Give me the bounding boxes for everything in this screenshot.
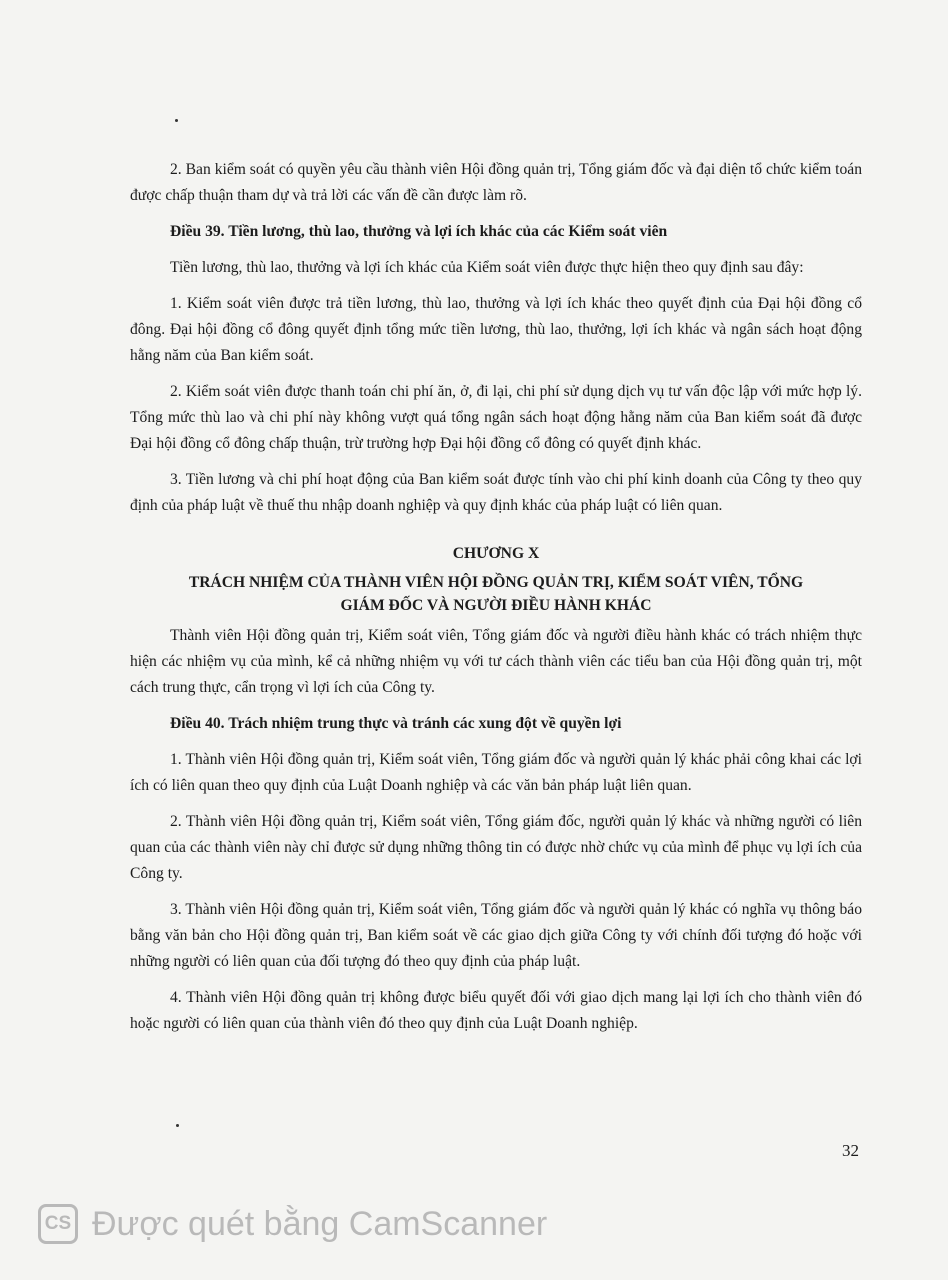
article-heading: Điều 39. Tiền lương, thù lao, thưởng và lợi ích khác của các Kiểm soát viên bbox=[170, 223, 668, 240]
chapter-label: CHƯƠNG X bbox=[452, 545, 540, 562]
chapter-title bbox=[130, 571, 862, 617]
paragraph: 4. Thành viên Hội đồng quản trị không được biểu quyết đối với giao dịch mang lại lợi ích cho thành viên đó hoặc người có liên quan của thành viên đó theo quy định của Luật Doanh nghiệp. bbox=[130, 989, 862, 1032]
paragraph: 3. Tiền lương và chi phí hoạt động của Ban kiểm soát được tính vào chi phí kinh doanh của Công ty theo quy định của pháp luật về thuế thu nhập doanh nghiệp và quy định khác của pháp luật có liên quan. bbox=[130, 471, 862, 514]
paragraph: 2. Thành viên Hội đồng quản trị, Kiểm soát viên, Tổng giám đốc, người quản lý khác và những người có liên quan của các thành viên này chỉ được sử dụng những thông tin có được nhờ chức vụ của mình để phục vụ lợi ích của Công ty. bbox=[130, 813, 862, 882]
paragraph: 1. Kiểm soát viên được trả tiền lương, thù lao, thưởng và lợi ích khác theo quyết định của Đại hội đồng cổ đông. Đại hội đồng cổ đông quyết định tổng mức tiền lương, thù lao, thưởng, lợi ích khác và ngân sách hoạt động hằng năm của Ban kiểm soát. bbox=[130, 295, 862, 364]
article-heading: Điều 40. Trách nhiệm trung thực và tránh các xung đột về quyền lợi bbox=[170, 715, 622, 732]
document-body bbox=[130, 157, 862, 1047]
paragraph: 2. Kiểm soát viên được thanh toán chi phí ăn, ở, đi lại, chi phí sử dụng dịch vụ tư vấn độc lập với mức hợp lý. Tổng mức thù lao và chi phí này không vượt quá tổng ngân sách hoạt động hằng năm của Ban kiểm soát đã được Đại hội đồng cổ đông chấp thuận, trừ trường hợp Đại hội đồng cổ đông có quyết định khác. bbox=[130, 383, 862, 452]
camscanner-watermark bbox=[38, 1204, 547, 1244]
scan-speck bbox=[176, 1124, 179, 1127]
paragraph: 2. Ban kiểm soát có quyền yêu cầu thành viên Hội đồng quản trị, Tổng giám đốc và đại diện tổ chức kiểm toán được chấp thuận tham dự và trả lời các vấn đề cần được làm rõ. bbox=[130, 161, 862, 204]
paragraph: Thành viên Hội đồng quản trị, Kiểm soát viên, Tổng giám đốc và người điều hành khác có trách nhiệm thực hiện các nhiệm vụ của mình, kể cả những nhiệm vụ với tư cách thành viên các tiểu ban của Hội đồng quản trị, một cách trung thực, cẩn trọng vì lợi ích của Công ty. bbox=[130, 627, 862, 696]
watermark-text: Được quét bằng CamScanner bbox=[92, 1204, 548, 1243]
scan-speck bbox=[175, 119, 178, 122]
paragraph: 1. Thành viên Hội đồng quản trị, Kiểm soát viên, Tổng giám đốc và người quản lý khác phải công khai các lợi ích có liên quan theo quy định của Luật Doanh nghiệp và các văn bản pháp luật liên quan. bbox=[130, 751, 862, 794]
camscanner-logo-icon: CS bbox=[38, 1204, 78, 1244]
chapter-title-line: TRÁCH NHIỆM CỦA THÀNH VIÊN HỘI ĐỒNG QUẢN TRỊ, KIỂM SOÁT VIÊN, TỔNG bbox=[188, 574, 804, 591]
paragraph: 3. Thành viên Hội đồng quản trị, Kiểm soát viên, Tổng giám đốc và người quản lý khác có nghĩa vụ thông báo bằng văn bản cho Hội đồng quản trị, Ban kiểm soát về các giao dịch giữa Công ty với chính đối tượng đó hoặc với những người có liên quan của đối tượng đó theo quy định của pháp luật. bbox=[130, 901, 862, 970]
chapter-title-line: GIÁM ĐỐC VÀ NGƯỜI ĐIỀU HÀNH KHÁC bbox=[340, 597, 652, 614]
page-number: 32 bbox=[842, 1141, 859, 1160]
paragraph: Tiền lương, thù lao, thưởng và lợi ích khác của Kiểm soát viên được thực hiện theo quy định sau đây: bbox=[170, 259, 804, 276]
